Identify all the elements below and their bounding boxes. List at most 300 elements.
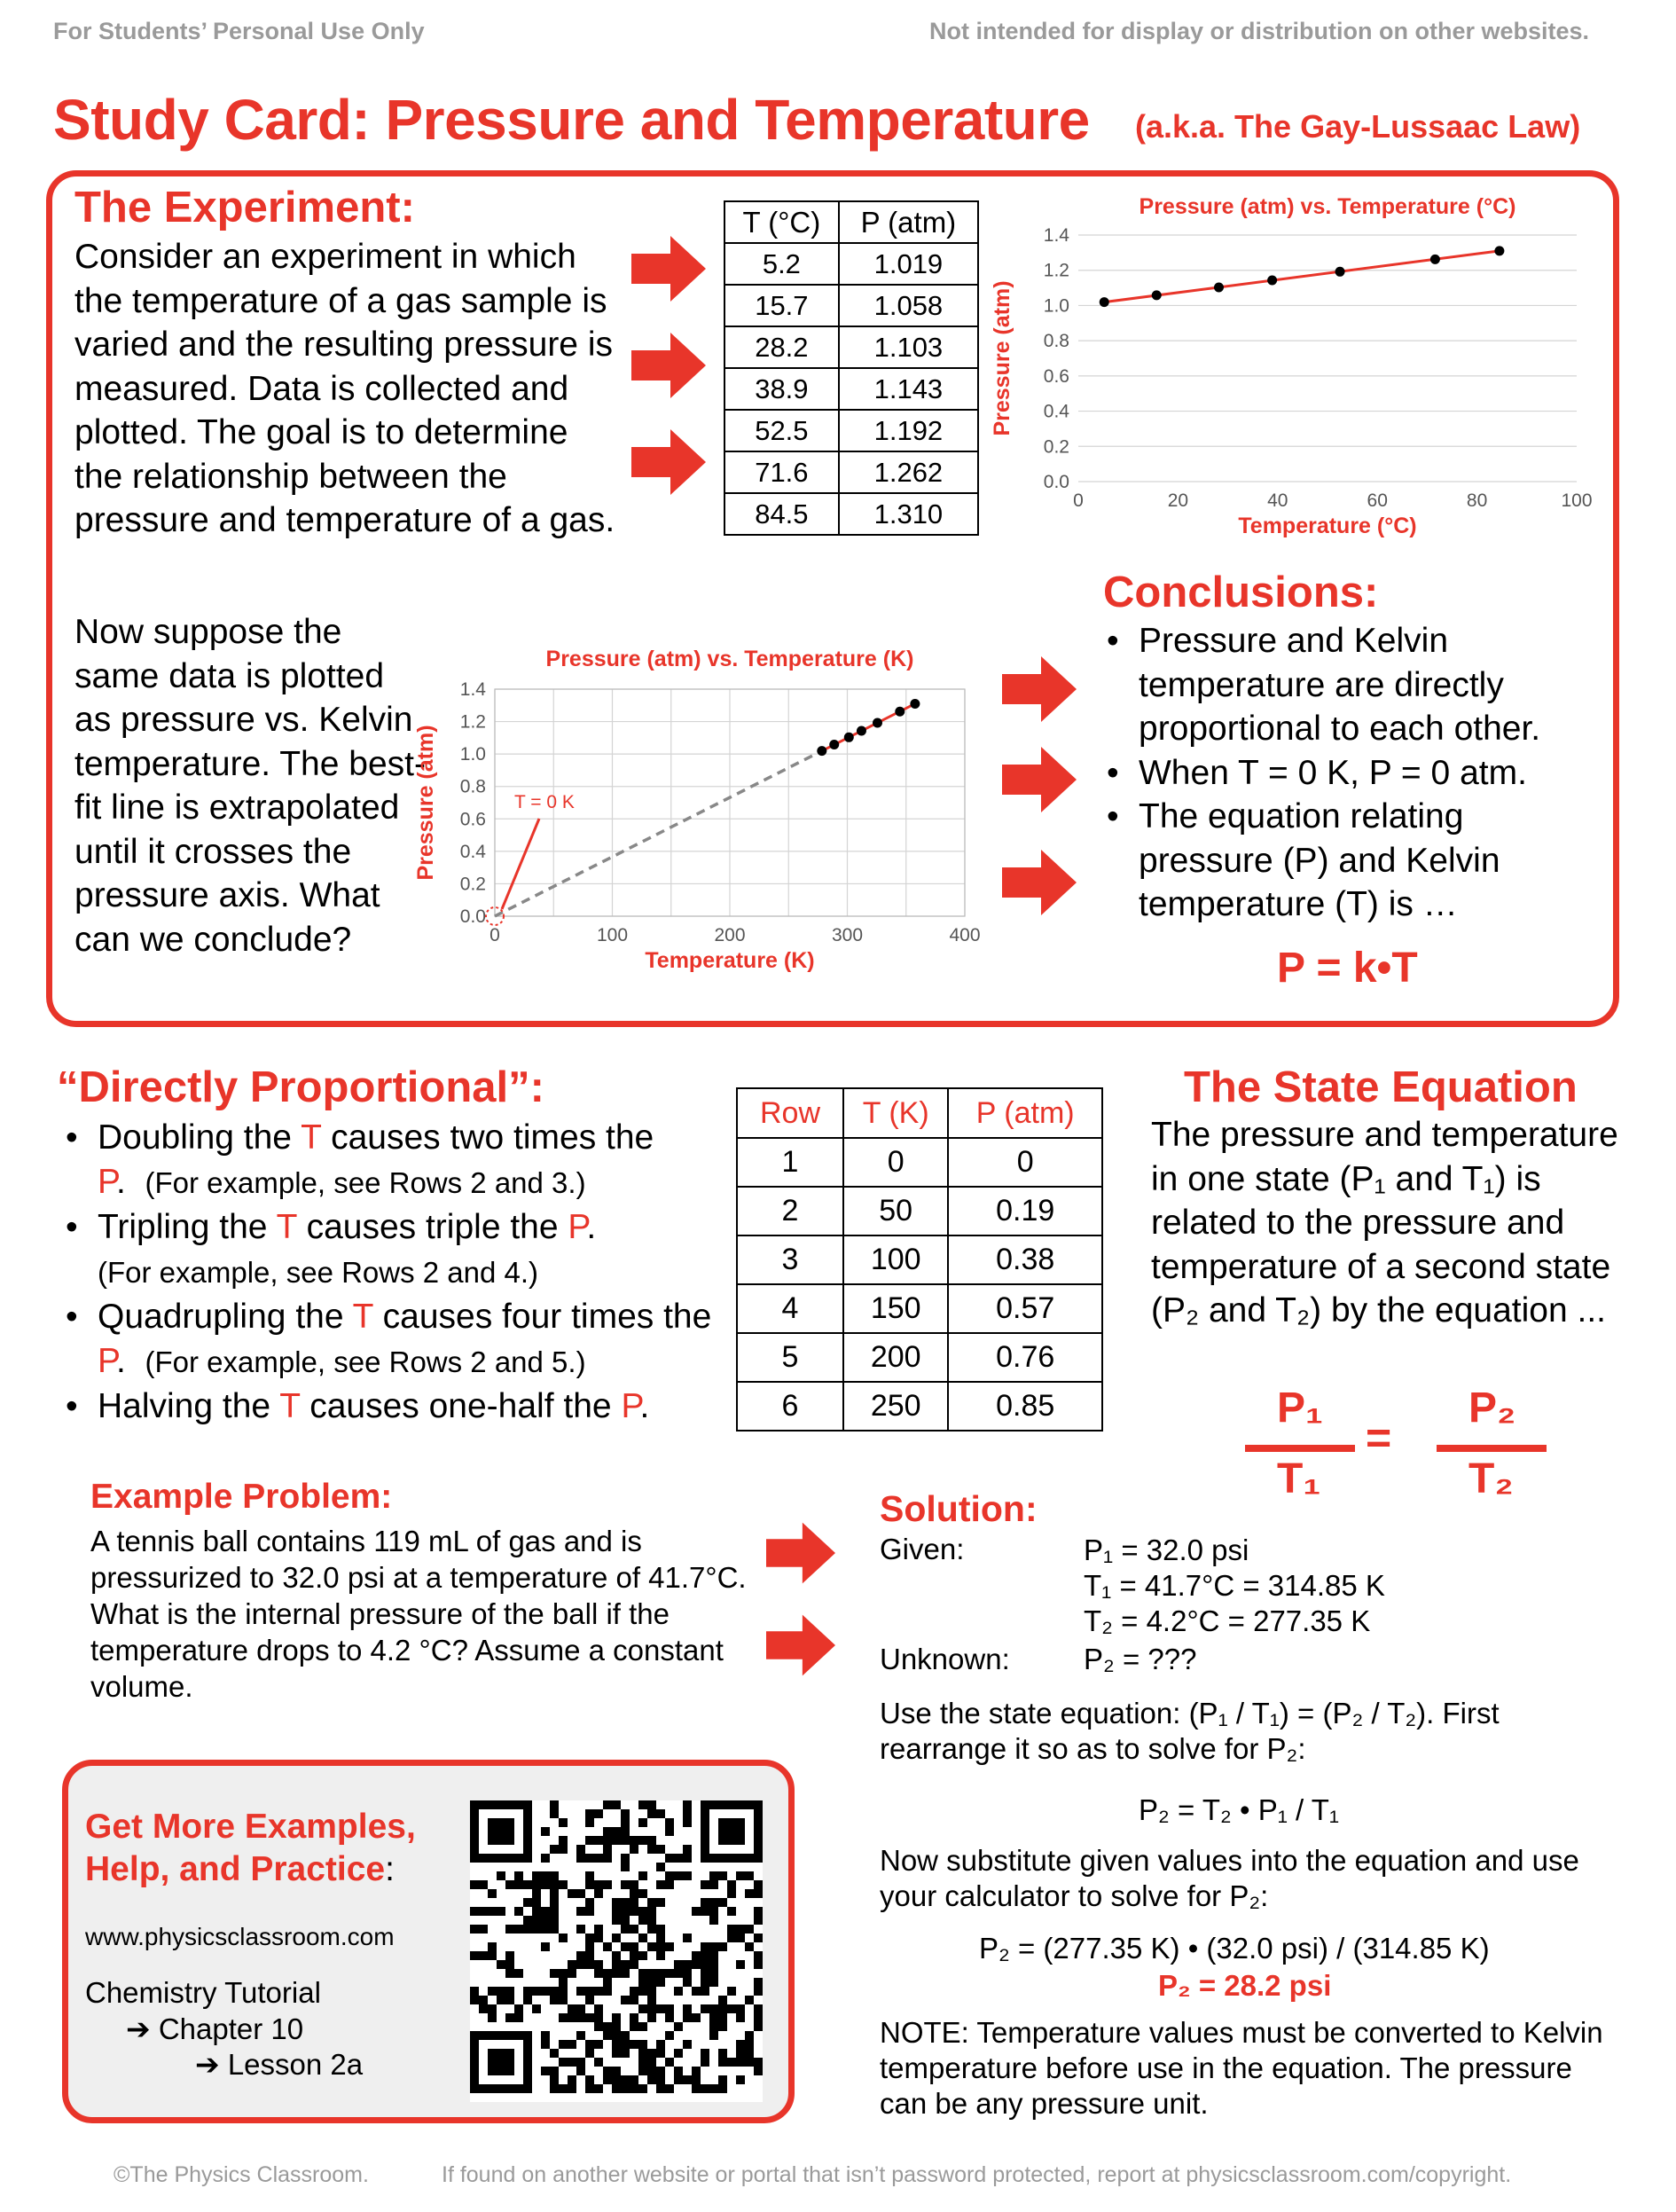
qr-module — [683, 1978, 692, 1987]
qr-module — [647, 2013, 656, 2022]
solution-step-2: Now substitute given values into the equation and use your calculator to solve for P₂: — [880, 1844, 1579, 1912]
qr-module — [736, 1871, 745, 1880]
y-tick-label: 0.2 — [459, 874, 486, 895]
qr-module — [514, 2013, 523, 2022]
qr-module — [603, 1827, 612, 1836]
qr-module — [559, 2058, 568, 2067]
qr-module — [479, 1880, 488, 1889]
qr-module — [630, 1889, 638, 1898]
text: . — [586, 1208, 597, 1246]
kelvin-text: Now suppose the same data is plotted as pressure vs. Kelvin temperature. The best-fit line is extrapolated until it crosses the pressure axis. What can we conclude? — [74, 613, 426, 959]
table-cell: 0.85 — [948, 1382, 1102, 1431]
table-header: P (atm) — [839, 201, 978, 243]
qr-module — [541, 2040, 550, 2049]
qr-module — [647, 2049, 656, 2058]
qr-module — [745, 2031, 754, 2040]
qr-module — [718, 2084, 727, 2093]
qr-module — [621, 2031, 630, 2040]
qr-module — [656, 1942, 665, 1951]
qr-module — [647, 1969, 656, 1978]
qr-module — [736, 1960, 745, 1969]
arrow-icon — [631, 333, 706, 398]
data-point — [895, 707, 905, 717]
qr-module — [532, 1871, 541, 1880]
qr-module — [603, 1845, 612, 1854]
qr-module — [718, 1898, 727, 1907]
qr-module — [550, 1800, 559, 1809]
qr-module — [754, 1951, 763, 1960]
qr-module — [514, 1925, 523, 1934]
qr-module — [630, 1880, 638, 1889]
qr-module — [550, 1809, 559, 1818]
qr-module — [497, 1960, 505, 1969]
p-symbol: P — [98, 1342, 116, 1380]
proportion-table — [736, 1087, 1103, 1432]
arrow-icon — [631, 236, 706, 302]
y-tick-label: 0.2 — [1043, 436, 1069, 458]
qr-module — [630, 2040, 638, 2049]
qr-module — [665, 2084, 674, 2093]
qr-module — [745, 2058, 754, 2067]
qr-module — [594, 1880, 603, 1889]
qr-module — [523, 1898, 532, 1907]
qr-module — [754, 1987, 763, 1996]
y-tick-label: 1.2 — [459, 711, 486, 733]
x-tick-label: 0 — [1073, 490, 1084, 511]
qr-module — [621, 1925, 630, 1934]
qr-module — [497, 1987, 505, 1996]
chapter-label — [126, 2012, 303, 2046]
qr-module — [736, 2004, 745, 2013]
qr-module — [638, 2049, 647, 2058]
qr-module — [701, 2049, 709, 2058]
qr-module — [621, 1854, 630, 1863]
qr-module — [709, 1916, 718, 1925]
example-note: (For example, see Rows 2 and 3.) — [145, 1166, 586, 1199]
y-tick-label: 0.4 — [1043, 401, 1069, 422]
qr-module — [638, 1818, 647, 1827]
example-text: A tennis ball contains 119 mL of gas and is pressurized to 32.0 psi at a temperature of 41.7°C. What is the internal pressure of the ball if the temperature drops to 4.2 °C? Assume a constant volume. — [90, 1525, 747, 1703]
qr-module — [665, 1942, 674, 1951]
qr-module — [523, 1880, 532, 1889]
arrow-icon — [766, 1614, 835, 1676]
x-tick-label: 400 — [949, 925, 981, 945]
qr-module — [576, 2058, 585, 2067]
qr-module — [630, 1836, 638, 1845]
qr-module — [603, 1800, 612, 1809]
table-cell: 2 — [737, 1187, 843, 1235]
table-cell: 1.310 — [839, 493, 978, 535]
y-tick-label: 1.0 — [1043, 295, 1069, 317]
qr-module — [630, 1951, 638, 1960]
qr-module — [754, 1907, 763, 1916]
qr-module — [568, 2084, 576, 2093]
list-item — [66, 1205, 722, 1295]
qr-module — [585, 1996, 594, 2004]
qr-module — [559, 1845, 568, 1854]
qr-module — [488, 1889, 497, 1898]
qr-module — [612, 1898, 621, 1907]
qr-module — [683, 2013, 692, 2022]
table-cell: 0 — [843, 1138, 948, 1187]
celsius-chart — [990, 182, 1614, 545]
example-title: Example Problem: — [90, 1478, 393, 1516]
qr-module — [585, 2040, 594, 2049]
qr-module — [612, 1836, 621, 1845]
qr-module — [656, 1845, 665, 1854]
qr-module — [550, 1871, 559, 1880]
qr-module — [585, 1854, 594, 1863]
qr-module — [594, 2013, 603, 2022]
qr-module — [647, 1996, 656, 2004]
qr-module — [638, 1987, 647, 1996]
qr-module — [550, 1845, 559, 1854]
qr-module — [612, 2022, 621, 2031]
qr-module — [727, 2004, 736, 2013]
example-note: (For example, see Rows 2 and 5.) — [145, 1345, 586, 1378]
data-point — [1335, 267, 1345, 277]
qr-module — [709, 2031, 718, 2040]
t-symbol: T — [352, 1298, 373, 1336]
qr-module — [647, 1907, 656, 1916]
qr-module — [621, 1880, 630, 1889]
qr-module — [621, 1809, 630, 1818]
qr-module — [621, 1818, 630, 1827]
qr-module — [470, 1987, 479, 1996]
lesson-label — [195, 2047, 363, 2082]
table-cell: 28.2 — [724, 326, 839, 368]
qr-module — [505, 1969, 514, 1978]
qr-module — [612, 1960, 621, 1969]
qr-module — [550, 2084, 559, 2093]
solution-equation-1: P₂ = T₂ • P₁ / T₁ — [1139, 1793, 1340, 1826]
proportional-list — [66, 1116, 722, 1429]
qr-module — [532, 1916, 541, 1925]
qr-module — [550, 1907, 559, 1916]
qr-module — [656, 1863, 665, 1871]
website-link[interactable]: www.physicsclassroom.com — [85, 1923, 395, 1950]
qr-module — [647, 1925, 656, 1934]
qr-module — [550, 1916, 559, 1925]
data-point — [1100, 297, 1109, 307]
table-cell: 1.262 — [839, 451, 978, 493]
qr-module — [612, 2049, 621, 2058]
qr-module — [541, 1880, 550, 1889]
qr-module — [630, 2084, 638, 2093]
qr-module — [576, 2067, 585, 2075]
qr-module — [621, 1969, 630, 1978]
table-cell: 6 — [737, 1382, 843, 1431]
qr-module — [709, 2013, 718, 2022]
qr-module — [612, 2075, 621, 2084]
qr-module — [638, 1889, 647, 1898]
qr-module — [621, 1916, 630, 1925]
qr-module — [550, 1925, 559, 1934]
text: causes two times the — [321, 1118, 654, 1157]
qr-module — [709, 1951, 718, 1960]
qr-module — [630, 1925, 638, 1934]
p-symbol: P — [98, 1163, 116, 1201]
qr-module — [674, 1969, 683, 1978]
qr-module — [541, 1925, 550, 1934]
qr-module — [727, 1987, 736, 1996]
qr-module — [683, 2075, 692, 2084]
qr-module — [701, 1987, 709, 1996]
table-cell: 84.5 — [724, 493, 839, 535]
qr-module — [612, 1907, 621, 1916]
qr-module — [709, 1969, 718, 1978]
qr-module — [630, 2022, 638, 2031]
qr-module — [745, 1942, 754, 1951]
qr-module — [701, 1969, 709, 1978]
data-point — [1214, 282, 1224, 292]
qr-module — [621, 1863, 630, 1871]
qr-module — [665, 1854, 674, 1863]
qr-module — [683, 1871, 692, 1880]
state-equation-text: The pressure and temperature in one state (P₁ and T₁) is related to the pressure and temperature of a second state (P₂ and T₂) by the equation ... — [1151, 1116, 1618, 1330]
list-item — [66, 1384, 722, 1429]
qr-module — [638, 1907, 647, 1916]
y-tick-label: 0.0 — [1043, 472, 1069, 492]
qr-module — [505, 1996, 514, 2004]
qr-module — [541, 1916, 550, 1925]
qr-module — [674, 2067, 683, 2075]
experiment-text: Consider an experiment in which the temperature of a gas sample is varied and the resulting pressure is measured. Data is collected and plotted. The goal is to determine the relationship between the pressure and temperature of a gas. — [74, 238, 615, 539]
qr-module — [754, 1978, 763, 1987]
qr-module — [656, 1969, 665, 1978]
qr-module — [665, 1871, 674, 1880]
qr-module — [630, 1996, 638, 2004]
fraction-t1: T₁ — [1277, 1455, 1321, 1502]
qr-module — [665, 1880, 674, 1889]
table-cell: 1.058 — [839, 285, 978, 326]
qr-module — [683, 1934, 692, 1942]
qr-module — [559, 1978, 568, 1987]
table-cell: 5.2 — [724, 243, 839, 285]
qr-code-icon[interactable] — [470, 1800, 763, 2102]
qr-module — [550, 2067, 559, 2075]
qr-module — [594, 1809, 603, 1818]
data-point — [910, 699, 920, 709]
given-label: Given: — [880, 1533, 965, 1565]
qr-module — [576, 1889, 585, 1898]
qr-module — [497, 1871, 505, 1880]
qr-module — [701, 1907, 709, 1916]
qr-module — [656, 2084, 665, 2093]
extrapolation-line — [495, 751, 822, 916]
qr-module — [638, 1836, 647, 1845]
qr-module — [470, 1880, 479, 1889]
qr-module — [621, 1836, 630, 1845]
qr-module — [718, 2022, 727, 2031]
qr-module — [585, 1960, 594, 1969]
qr-module — [683, 2040, 692, 2049]
text: Tripling the — [98, 1208, 277, 1246]
chapter-text: Chapter 10 — [158, 2012, 304, 2045]
qr-module — [559, 2084, 568, 2093]
qr-module — [532, 1987, 541, 1996]
qr-module — [594, 1836, 603, 1845]
qr-module — [754, 2058, 763, 2067]
qr-module — [612, 1916, 621, 1925]
tutorial-label: Chemistry Tutorial — [85, 1976, 321, 2009]
table-header: T (°C) — [724, 201, 839, 243]
x-tick-label: 200 — [714, 925, 746, 945]
qr-module — [550, 1996, 559, 2004]
y-tick-label: 0.6 — [459, 809, 486, 830]
qr-module — [559, 1880, 568, 1889]
qr-module — [665, 1818, 674, 1827]
qr-module — [559, 2040, 568, 2049]
fraction-bar — [1437, 1445, 1547, 1452]
y-tick-label: 0.8 — [459, 776, 486, 797]
qr-module — [656, 2067, 665, 2075]
qr-module — [692, 1960, 701, 1969]
qr-module — [603, 1978, 612, 1987]
qr-module — [718, 2075, 727, 2084]
qr-module — [718, 2004, 727, 2013]
data-point — [1267, 276, 1277, 286]
qr-module — [576, 1845, 585, 1854]
colon: : — [385, 1850, 395, 1888]
qr-module — [594, 1960, 603, 1969]
qr-module — [603, 1942, 612, 1951]
qr-module — [603, 2075, 612, 2084]
data-point — [1152, 290, 1162, 300]
best-fit-line — [1104, 251, 1500, 302]
qr-module — [621, 1960, 630, 1969]
qr-module — [585, 2075, 594, 2084]
x-tick-label: 300 — [831, 925, 864, 945]
qr-module — [603, 1987, 612, 1996]
right-arrow-icon: ➔ — [195, 2048, 220, 2081]
table-cell: 4 — [737, 1284, 843, 1333]
qr-module — [532, 2004, 541, 2013]
qr-module — [576, 1960, 585, 1969]
qr-module — [550, 2075, 559, 2084]
qr-finder — [488, 2049, 514, 2075]
arrow-icon — [1002, 747, 1077, 812]
table-cell: 250 — [843, 1382, 948, 1431]
qr-module — [594, 1925, 603, 1934]
qr-module — [638, 1800, 647, 1809]
qr-module — [479, 2004, 488, 2013]
right-arrow-icon: ➔ — [126, 2012, 151, 2045]
p-symbol: P — [621, 1387, 640, 1425]
qr-module — [612, 2067, 621, 2075]
qr-module — [488, 2013, 497, 2022]
qr-module — [701, 1898, 709, 1907]
qr-module — [568, 1889, 576, 1898]
text: . — [116, 1163, 126, 1201]
qr-module — [550, 1969, 559, 1978]
qr-module — [638, 1978, 647, 1987]
more-title — [85, 1806, 416, 1891]
qr-module — [656, 1898, 665, 1907]
qr-module — [621, 1996, 630, 2004]
qr-module — [674, 1987, 683, 1996]
qr-module — [638, 1934, 647, 1942]
y-tick-label: 0.8 — [1043, 331, 1069, 352]
list-item: • When T = 0 K, P = 0 atm. — [1107, 751, 1586, 796]
qr-module — [709, 1898, 718, 1907]
text: Quadrupling the — [98, 1298, 353, 1336]
example-note: (For example, see Rows 2 and 4.) — [98, 1256, 539, 1289]
x-tick-label: 100 — [596, 925, 629, 945]
qr-module — [727, 1880, 736, 1889]
table-header: T (K) — [843, 1088, 948, 1138]
qr-module — [559, 2013, 568, 2022]
solution-equation-2: P₂ = (277.35 K) • (32.0 psi) / (314.85 K) — [979, 1932, 1490, 1965]
qr-module — [709, 1942, 718, 1951]
qr-module — [701, 1951, 709, 1960]
qr-module — [568, 2058, 576, 2067]
qr-module — [541, 1827, 550, 1836]
qr-module — [585, 1836, 594, 1845]
qr-module — [568, 2013, 576, 2022]
table-cell: 0.38 — [948, 1235, 1102, 1284]
qr-module — [683, 1854, 692, 1863]
qr-module — [603, 2031, 612, 2040]
qr-module — [674, 1960, 683, 1969]
more-title-line-1: Get More Examples, — [85, 1808, 416, 1846]
text: causes one-half the — [300, 1387, 622, 1425]
qr-module — [505, 1951, 514, 1960]
qr-module — [621, 2084, 630, 2093]
qr-module — [505, 1987, 514, 1996]
qr-module — [665, 2058, 674, 2067]
qr-module — [727, 1889, 736, 1898]
table-cell: 0.57 — [948, 1284, 1102, 1333]
qr-module — [638, 1871, 647, 1880]
qr-module — [514, 2004, 523, 2013]
qr-module — [585, 1934, 594, 1942]
table-cell: 200 — [843, 1333, 948, 1382]
footer-copyright: ©The Physics Classroom. — [114, 2162, 369, 2187]
text: . — [639, 1387, 650, 1425]
table-cell: 71.6 — [724, 451, 839, 493]
qr-module — [594, 1969, 603, 1978]
qr-module — [683, 1809, 692, 1818]
qr-module — [603, 1836, 612, 1845]
qr-module — [497, 1996, 505, 2004]
qr-module — [523, 1987, 532, 1996]
qr-module — [470, 1996, 479, 2004]
qr-module — [665, 1827, 674, 1836]
qr-module — [709, 1978, 718, 1987]
y-tick-label: 1.0 — [459, 744, 486, 765]
qr-module — [594, 1854, 603, 1863]
qr-module — [718, 2049, 727, 2058]
qr-module — [594, 2058, 603, 2067]
qr-module — [576, 1925, 585, 1934]
qr-module — [745, 1925, 754, 1934]
qr-module — [709, 2004, 718, 2013]
x-tick-label: 60 — [1367, 490, 1388, 511]
x-tick-label: 20 — [1167, 490, 1189, 511]
footer-notice: If found on another website or portal that isn’t password protected, report at physicsclassroom.com/copyright. — [442, 2162, 1512, 2187]
qr-module — [603, 1969, 612, 1978]
qr-module — [709, 2022, 718, 2031]
arrow-icon — [766, 1522, 835, 1584]
qr-module — [701, 1942, 709, 1951]
qr-module — [559, 1969, 568, 1978]
qr-module — [585, 1880, 594, 1889]
page-subtitle: (a.k.a. The Gay-Lussaac Law) — [1135, 108, 1581, 145]
qr-module — [709, 1960, 718, 1969]
qr-module — [638, 2067, 647, 2075]
list-item: • Pressure and Kelvin temperature are directly proportional to each other. — [1107, 619, 1586, 751]
